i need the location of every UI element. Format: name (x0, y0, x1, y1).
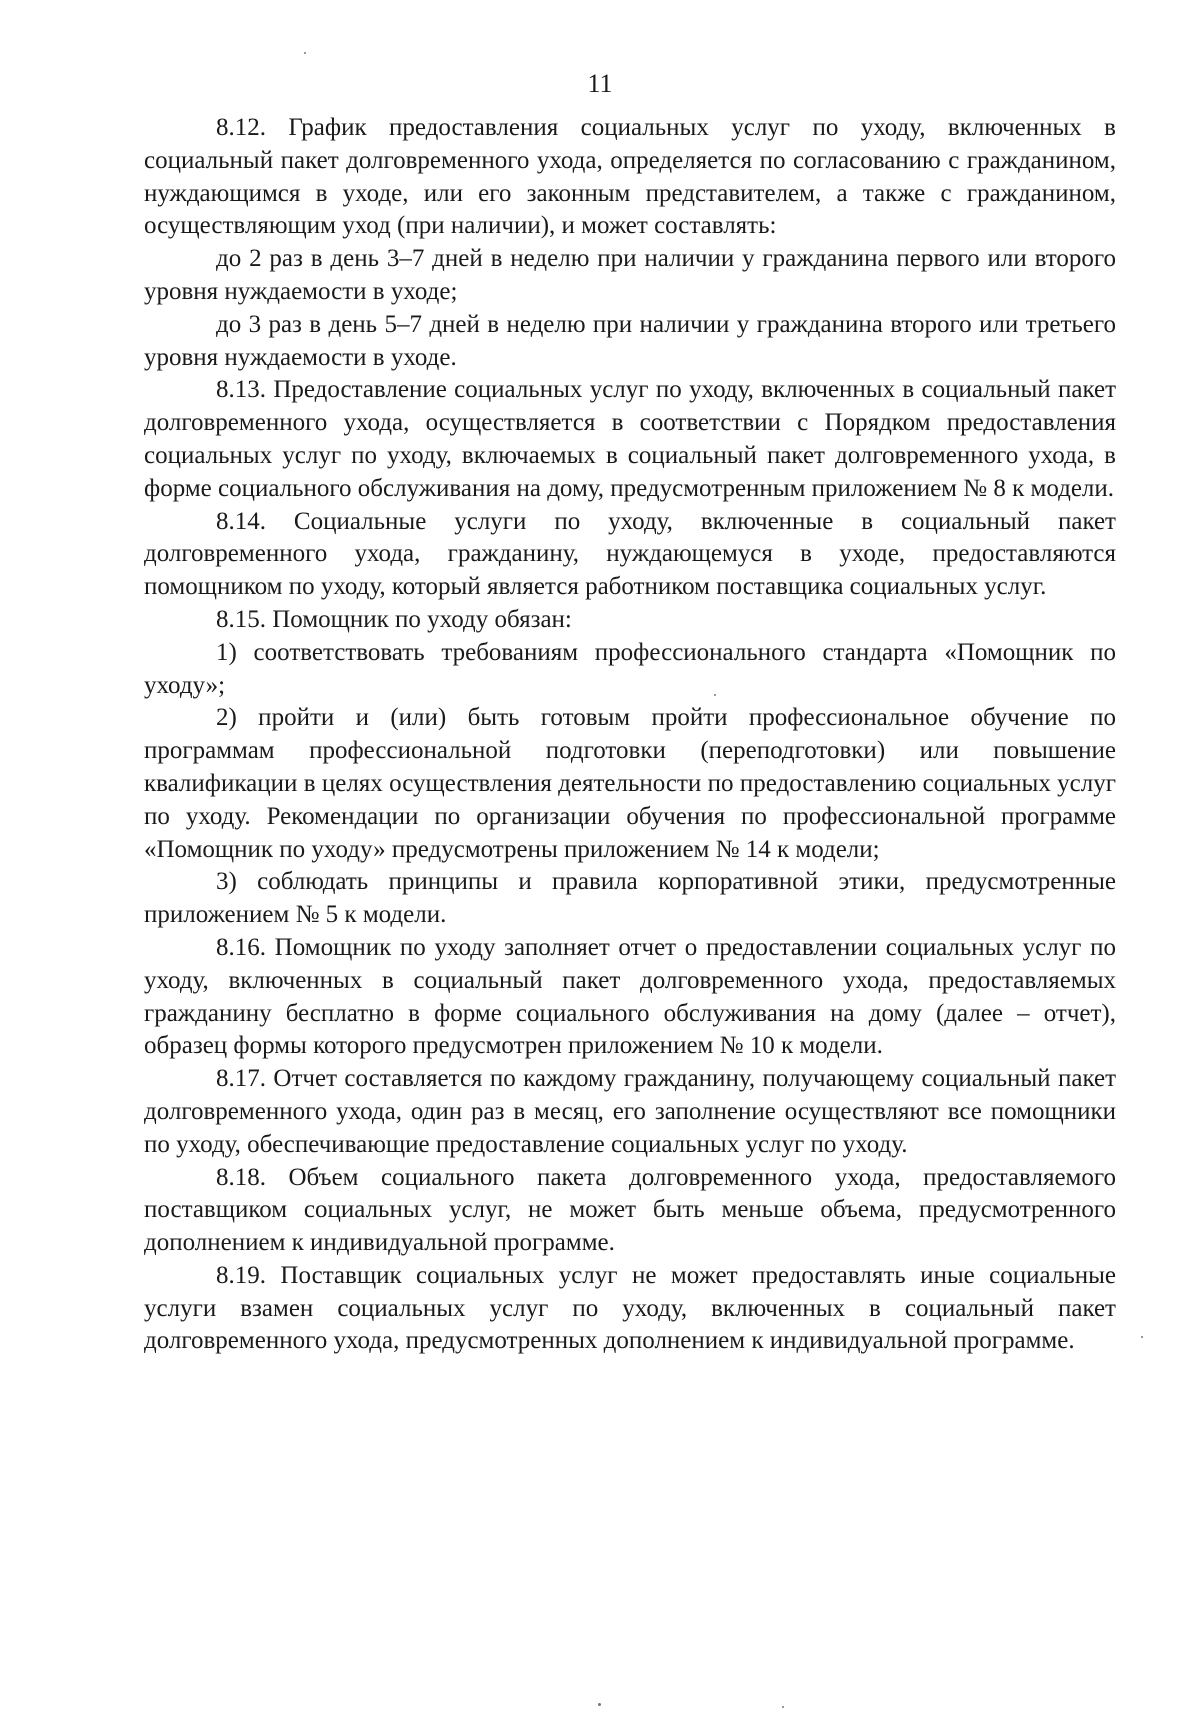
scan-speck (1141, 1336, 1143, 1338)
paragraph-8-13: 8.13. Предоставление социальных услуг по уходу, включенных в социальный пакет долговременного ухода, осуществляется в соответствии с Порядком предоставления социальных услуг по уходу, включаемых в социальный пакет долговременного ухода, в форме социального обслуживания на дому, предусмотренным приложением № 8 к модели. (144, 376, 1116, 502)
paragraph-8-14: 8.14. Социальные услуги по уходу, включенные в социальный пакет долговременного ухода, гражданину, нуждающемуся в уходе, предоставляются помощником по уходу, который является работником поставщика социальных услуг. (144, 507, 1116, 601)
scan-speck (782, 1706, 784, 1708)
paragraph-duty-2: 2) пройти и (или) быть готовым пройти профессиональное обучение по программам профессиональной подготовки (переподготовки) или повышение квалификации в целях осуществления деятельности по предоставлению социальных услуг по уходу. Рекомендации по организации обучения по профессиональной программе «Помощник по уходу» предусмотрены приложением № 14 к модели; (144, 704, 1116, 863)
paragraph-duty-1: 1) соответствовать требованиям профессионального стандарта «Помощник по уходу»; (144, 638, 1116, 699)
page-number: 11 (587, 69, 613, 98)
paragraph-8-19: 8.19. Поставщик социальных услуг не может предоставлять иные социальные услуги взамен социальных услуг по уходу, включенных в социальный пакет долговременного ухода, предусмотренных дополнением к индивидуальной программе. (144, 1261, 1116, 1355)
paragraph-schedule-option-1: до 2 раз в день 3–7 дней в неделю при наличии у гражданина первого или второго уровня нуждаемости в уходе; (144, 245, 1116, 305)
paragraph-8-12: 8.12. График предоставления социальных услуг по уходу, включенных в социальный пакет долговременного ухода, определяется по согласованию с гражданином, нуждающимся в уходе, или его законным представителем, а также с гражданином, осуществляющим уход (при наличии), и может составлять: (144, 114, 1116, 240)
paragraph-8-17: 8.17. Отчет составляется по каждому гражданину, получающему социальный пакет долговременного ухода, один раз в месяц, его заполнение осуществляют все помощники по уходу, обеспечивающие предоставление социальных услуг по уходу. (144, 1065, 1116, 1158)
scan-speck (304, 52, 306, 54)
document-body (144, 112, 1116, 1358)
paragraph-8-15: 8.15. Помощник по уходу обязан: (216, 605, 572, 633)
paragraph-8-16: 8.16. Помощник по уходу заполняет отчет о предоставлении социальных услуг по уходу, включенных в социальный пакет долговременного ухода, предоставляемых гражданину бесплатно в форме социального обслуживания на дому (далее – отчет), образец формы которого предусмотрен приложением № 10 к модели. (144, 933, 1116, 1060)
paragraph-schedule-option-2: до 3 раз в день 5–7 дней в неделю при наличии у гражданина второго или третьего уровня нуждаемости в уходе. (144, 310, 1116, 371)
scan-speck (598, 1703, 601, 1706)
paragraph-8-18: 8.18. Объем социального пакета долговременного ухода, предоставляемого поставщиком социальных услуг, не может быть меньше объема, предусмотренного дополнением к индивидуальной программе. (144, 1163, 1116, 1257)
paragraph-duty-3: 3) соблюдать принципы и правила корпоративной этики, предусмотренные приложением № 5 к модели. (144, 868, 1116, 929)
scan-speck (714, 694, 716, 696)
